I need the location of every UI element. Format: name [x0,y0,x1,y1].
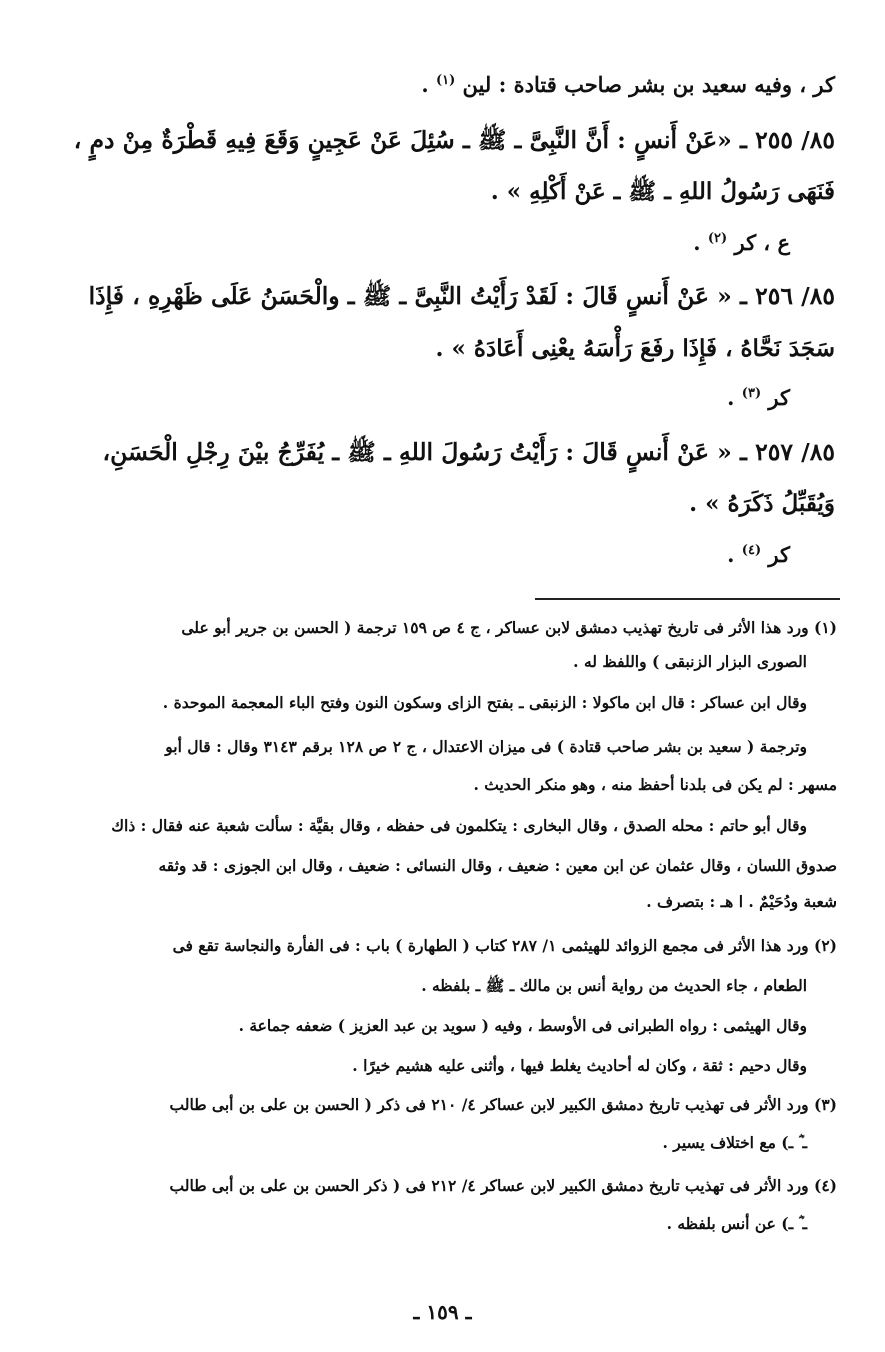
footnote-1-line-8: شعبة ودُحَيْمٌ . ا هـ : بتصرف . [646,892,837,911]
page-number: ـ ١٥٩ ـ [413,1300,472,1324]
footnote-2-line-3: وقال الهيثمى : رواه الطبرانى فى الأوسط ، وفيه ( سويد بن عبد العزيز ) ضعفه جماعة . [238,1016,807,1035]
footnote-4-line-1: (٤) ورد الأثر فى تهذيب تاريخ دمشق الكبير لابن عساكر ٤/ ٢١٢ فى ( ذكر الحسن بن على بن أبى طالب [169,1176,837,1195]
footnote-marker-4[interactable]: (٤) [741,543,762,558]
hadith-255-ref-text: ع ، كر [734,230,790,255]
hadith-256-line-2: سَجَدَ نَحَّاهُ ، فَإِذَا رفَعَ رَأْسَهُ يعْنِى أَعَادَهُ » . [435,335,835,362]
footnote-1-line-6: وقال أبو حاتم : محله الصدق ، وقال البخارى : يتكلمون فى حفظه ، وقال بقيَّة : سألت شعبة عنه فقال : ذاك [111,816,807,835]
hadith-255-line-2: فَنَهَى رَسُولُ اللهِ ـ ﷺ ـ عَنْ أَكْلِهِ » . [490,178,835,205]
footnote-2-line-4: وقال دحيم : ثقة ، وكان له أحاديث يغلط فيها ، وأثنى عليه هشيم خيرًا . [352,1056,807,1075]
footnote-1-line-5: مسهر : لم يكن فى بلدنا أحفظ منه ، وهو منكر الحديث . [473,775,837,794]
hadith-257-ref-text: كر [768,542,790,567]
footnote-1-line-4: وترجمة ( سعيد بن بشر صاحب قتادة ) فى ميزان الاعتدال ، ج ٢ ص ١٢٨ برقم ٣١٤٣ وقال : قال أبو [165,737,807,756]
hadith-256-reference: كر $^{(٣)}$ . [727,385,790,410]
footnote-3-line-1: (٣) ورد الأثر فى تهذيب تاريخ دمشق الكبير لابن عساكر ٤/ ٢١٠ فى ذكر ( الحسن بن على بن أبى طالب [169,1095,837,1114]
footnote-1-line-2: الصورى البزار الزنبقى ) واللفظ له . [573,652,807,671]
hadith-256-line-1: ٨٥/ ٢٥٦ ـ « عَنْ أَنسٍ قَالَ : لَقَدْ رَأَيْتُ النَّبِىَّ ـ ﷺ ـ والْحَسَنُ عَلَى ظَهْرِهِ ، فَإِذَا [88,282,835,310]
footnote-2-line-1: (٢) ورد هذا الأثر فى مجمع الزوائد للهيثمى ١/ ٢٨٧ كتاب ( الطهارة ) باب : فى الفأرة والنجاسة تقع فى [172,936,837,955]
footnote-4-line-2: ـ ؓ ـ) عن أنس بلفظه . [666,1214,807,1233]
footnote-divider [535,598,840,600]
hadith-256-ref-text: كر [768,385,790,410]
hadith-257-line-2: وَيُقَبِّلُ ذَكَرَهُ » . [689,490,835,517]
footnote-3-line-2: ـ ؓ ـ) مع اختلاف يسير . [662,1133,807,1152]
footnote-1-line-3: وقال ابن عساكر : قال ابن ماكولا : الزنبقى ـ بفتح الزاى وسكون النون وفتح الباء المعجمة الموحدة . [162,693,807,712]
footnote-marker-3[interactable]: (٣) [741,386,762,401]
footnote-1-line-1: (١) ورد هذا الأثر فى تاريخ تهذيب دمشق لابن عساكر ، ج ٤ ص ١٥٩ ترجمة ( الحسن بن جرير أبو على [181,618,837,637]
intro-line: كر ، وفيه سعيد بن بشر صاحب قتادة : لين $^{(١)}$ . [421,72,835,97]
footnote-marker-1[interactable]: (١) [435,73,456,88]
hadith-257-reference: كر $^{(٤)}$ . [727,542,790,567]
hadith-255-line-1: ٨٥/ ٢٥٥ ـ «عَنْ أَنسٍ : أَنَّ النَّبِىَّ ـ ﷺ ـ سُئِلَ عَنْ عَجِينٍ وَقَعَ فِيهِ قَطْرَةٌ مِنْ دمٍ ، [73,126,835,154]
footnote-2-line-2: الطعام ، جاء الحديث من رواية أنس بن مالك ـ ﷺ ـ بلفظه . [421,976,807,995]
intro-text: كر ، وفيه سعيد بن بشر صاحب قتادة : لين [462,72,835,97]
footnote-1-line-7: صدوق اللسان ، وقال عثمان عن ابن معين : ضعيف ، وقال النسائى : ضعيف ، وقال ابن الجوزى : قد وثقه [158,856,837,875]
hadith-255-reference: ع ، كر $^{(٢)}$ . [693,230,790,255]
footnote-marker-2[interactable]: (٢) [707,231,728,246]
hadith-257-line-1: ٨٥/ ٢٥٧ ـ « عَنْ أَنسٍ قَالَ : رَأَيْتُ رَسُولَ اللهِ ـ ﷺ ـ يُفَرِّجُ بيْنَ رِجْلِ الْحَسَنِ، [102,438,835,466]
